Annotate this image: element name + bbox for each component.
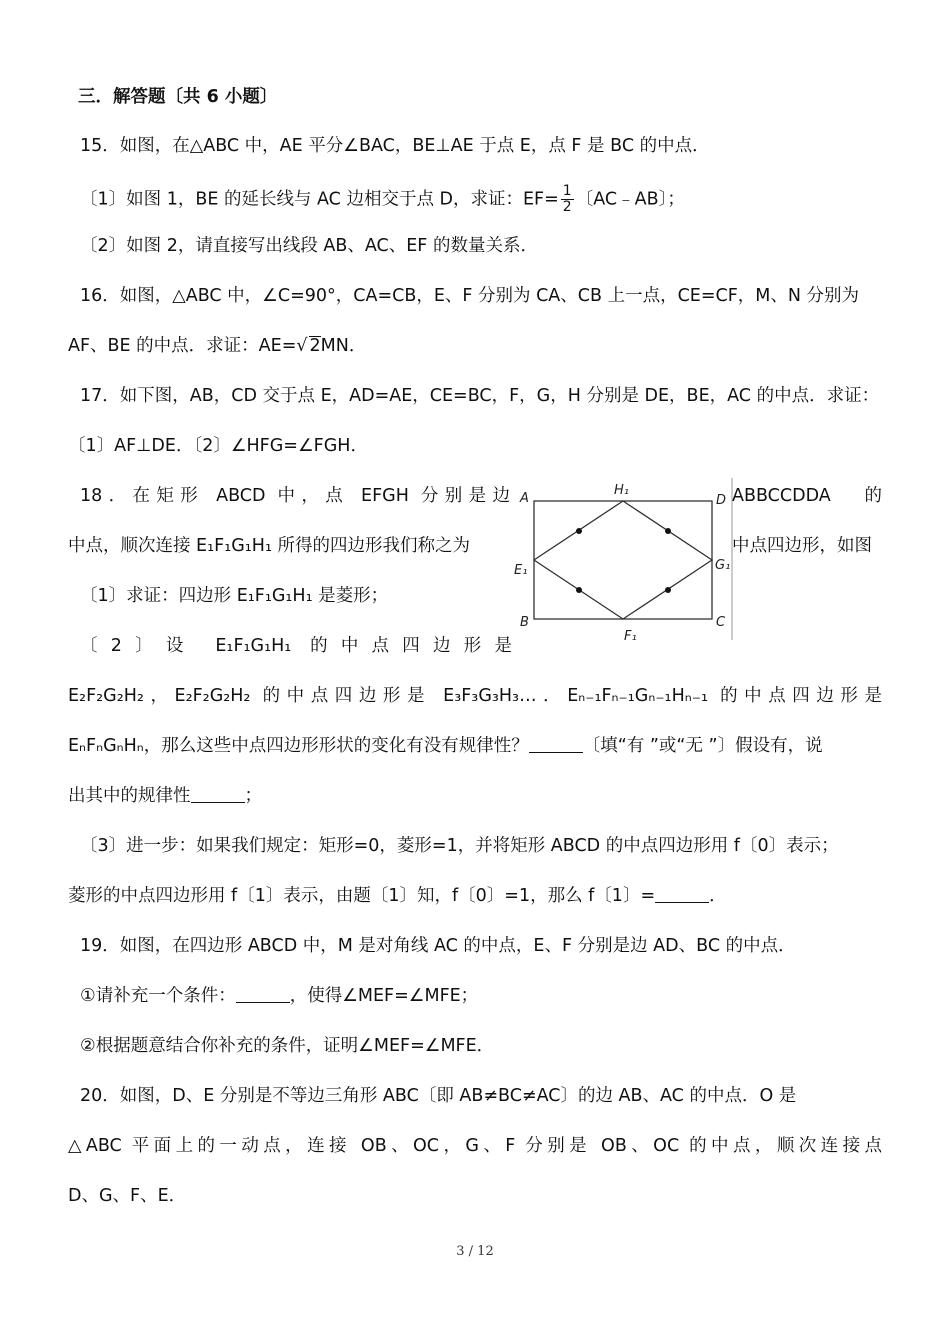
q19-part1-text-a: ①请补充一个条件：	[80, 986, 236, 1006]
answer-blank-1[interactable]	[529, 734, 583, 753]
fraction-numerator: 1	[562, 183, 572, 199]
sqrt-argument: 2	[309, 336, 321, 356]
q18-line2-right: 中点四边形，如图	[732, 536, 872, 556]
q18-line6	[68, 734, 823, 758]
q15-part2: 〔2〕如图 2，请直接写出线段 AB、AC、EF 的数量关系．	[80, 236, 538, 256]
rectangle-abcd	[534, 501, 712, 619]
q18-line1-right: ABBCCDDA 的	[732, 486, 882, 506]
q20-line3: D、G、F、E．	[68, 1186, 187, 1206]
q18-line8: 〔3〕进一步：如果我们规定：矩形=0，菱形=1，并将矩形 ABCD 的中点四边形用 f〔0〕表示；	[80, 836, 839, 856]
q15-part1-text-b: 〔AC﹣AB〕；	[575, 189, 685, 210]
q16-line2-text-a: AF、BE 的中点．求证：AE=	[68, 336, 297, 356]
q19-part1-text-b: ，使得∠MEF=∠MFE；	[289, 986, 479, 1006]
q20-line2: △ABC 平面上的一动点，连接 OB、OC，G、F 分别是 OB、OC 的中点，顺次连接点	[68, 1136, 882, 1156]
q17-line1: 17．如下图，AB，CD 交于点 E，AD=AE，CE=BC，F，G，H 分别是 DE，BE，AC 的中点．求证：	[80, 386, 880, 406]
q18-line4: 〔2〕设 E₁F₁G₁H₁ 的中点四边形是	[80, 636, 512, 656]
label-h1: H₁	[614, 483, 629, 498]
label-f1: F₁	[624, 629, 637, 644]
q18-line7-text-b: ；	[244, 786, 262, 806]
q20-line1: 20．如图，D、E 分别是不等边三角形 ABC〔即 AB≠BC≠AC〕的边 AB、AC 的中点．O 是	[80, 1086, 797, 1106]
q18-line9	[68, 884, 727, 908]
q19-stem: 19．如图，在四边形 ABCD 中，M 是对角线 AC 的中点，E、F 分别是边 AD、BC 的中点．	[80, 936, 796, 956]
q19-part1	[80, 984, 478, 1008]
page-number: 3 / 12	[456, 1244, 494, 1259]
q16-line1: 16．如图，△ABC 中，∠C=90°，CA=CB，E、F 分别为 CA、CB 上一点，CE=CF，M、N 分别为	[80, 286, 860, 306]
q18-line9-text-a: 菱形的中点四边形用 f〔1〕表示，由题〔1〕知，f〔0〕=1，那么 f〔1〕=	[68, 886, 656, 906]
q15-stem: 15．如图，在△ABC 中，AE 平分∠BAC，BE⊥AE 于点 E，点 F 是 BC 的中点．	[80, 136, 710, 156]
q18-line6-text-a: EₙFₙGₙHₙ，那么这些中点四边形形状的变化有没有规律性？	[68, 736, 529, 756]
q18-line7	[68, 784, 262, 808]
answer-blank-2[interactable]	[191, 784, 245, 803]
midpoint-dot	[576, 528, 582, 534]
answer-blank-4[interactable]	[236, 984, 290, 1003]
q18-line5: E₂F₂G₂H₂，E₂F₂G₂H₂ 的中点四边形是 E₃F₃G₃H₃…．Eₙ₋₁Fₙ₋₁Gₙ₋₁Hₙ₋₁ 的中点四边形是	[68, 686, 882, 706]
label-g1: G₁	[715, 558, 731, 573]
q18-line9-text-b: ．	[709, 886, 727, 906]
midpoint-dot	[665, 587, 671, 593]
q18-line7-text-a: 出其中的规律性	[68, 786, 191, 806]
label-d: D	[716, 493, 727, 508]
q18-line1-left: 18．在矩形 ABCD 中，点 EFGH 分别是边	[80, 486, 510, 506]
q19-part2: ②根据题意结合你补充的条件，证明∠MEF=∠MFE．	[80, 1036, 495, 1056]
sqrt-sign: √	[296, 336, 308, 356]
midpoint-dot	[665, 528, 671, 534]
section-title: 三．解答题〔共 6 小题〕	[78, 87, 278, 107]
q15-part1-text-a: 〔1〕如图 1，BE 的延长线与 AC 边相交于点 D，求证：EF=	[80, 189, 559, 210]
rectangle-midpoint-figure	[508, 476, 748, 646]
label-a: A	[520, 491, 529, 506]
q18-line3: 〔1〕求证：四边形 E₁F₁G₁H₁ 是菱形；	[80, 586, 389, 606]
midpoint-rhombus	[534, 501, 712, 619]
q18-line2-left: 中点，顺次连接 E₁F₁G₁H₁ 所得的四边形我们称之为	[68, 536, 471, 556]
label-b: B	[520, 615, 529, 630]
fraction-denominator: 2	[562, 199, 572, 215]
q15-part1	[80, 184, 685, 215]
answer-blank-3[interactable]	[655, 884, 709, 903]
q16-line2-text-b: MN．	[320, 336, 367, 356]
label-c: C	[716, 615, 726, 630]
one-half-fraction	[561, 184, 574, 215]
q18-line6-text-b: 〔填“有 ”或“无 ”〕假设有，说	[582, 736, 823, 756]
label-e1: E₁	[514, 563, 528, 578]
midpoint-dot	[576, 587, 582, 593]
q17-line2: 〔1〕AF⊥DE．〔2〕∠HFG=∠FGH．	[68, 436, 368, 456]
q16-line2	[68, 334, 366, 358]
